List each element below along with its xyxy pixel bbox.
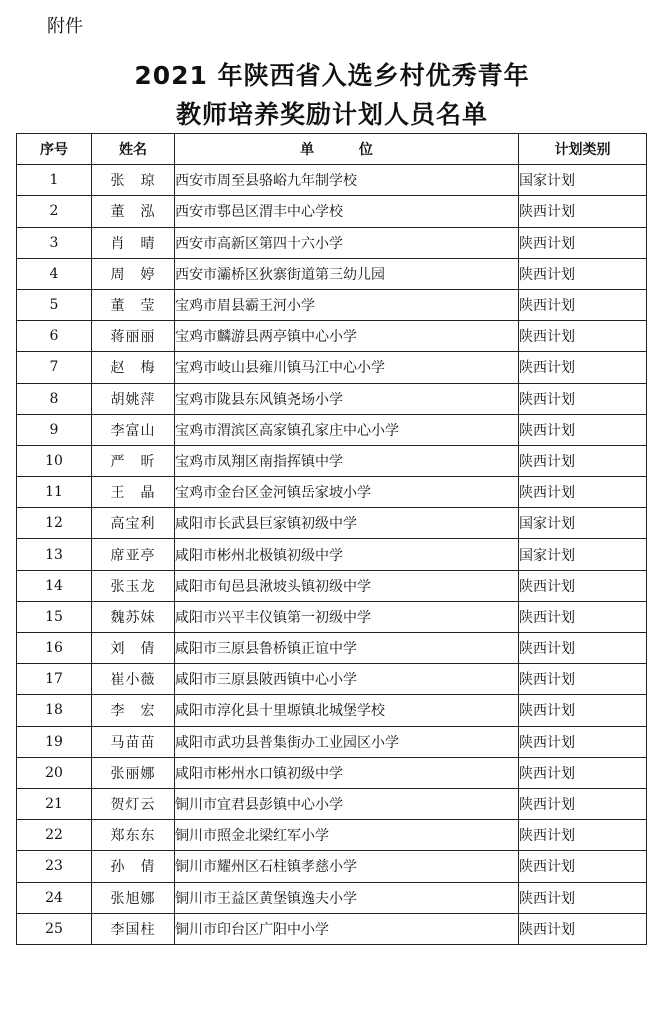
row-name: 张丽娜 — [92, 757, 175, 788]
row-unit: 宝鸡市陇县东风镇尧场小学 — [175, 383, 519, 414]
table-row — [17, 820, 647, 851]
table-row — [17, 445, 647, 476]
row-name: 李富山 — [92, 414, 175, 445]
row-unit: 西安市高新区第四十六小学 — [175, 227, 519, 258]
row-plan: 陕西计划 — [519, 757, 647, 788]
row-unit: 咸阳市彬州水口镇初级中学 — [175, 757, 519, 788]
row-number: 13 — [17, 539, 92, 570]
header-name: 姓名 — [92, 134, 175, 165]
table-row — [17, 570, 647, 601]
row-name: 贺灯云 — [92, 788, 175, 819]
table-row — [17, 414, 647, 445]
row-name: 李国柱 — [92, 913, 175, 944]
row-name: 周 婷 — [92, 258, 175, 289]
row-number: 24 — [17, 882, 92, 913]
row-plan: 陕西计划 — [519, 726, 647, 757]
row-number: 14 — [17, 570, 92, 601]
table-row — [17, 633, 647, 664]
row-number: 16 — [17, 633, 92, 664]
table-row — [17, 539, 647, 570]
row-plan: 陕西计划 — [519, 695, 647, 726]
attachment-label: 附件 — [47, 16, 83, 37]
table-row — [17, 477, 647, 508]
row-number: 19 — [17, 726, 92, 757]
row-number: 12 — [17, 508, 92, 539]
row-number: 6 — [17, 321, 92, 352]
row-name: 王 晶 — [92, 477, 175, 508]
row-unit: 铜川市照金北梁红军小学 — [175, 820, 519, 851]
row-name: 孙 倩 — [92, 851, 175, 882]
row-number: 20 — [17, 757, 92, 788]
row-name: 张 琼 — [92, 165, 175, 196]
row-number: 18 — [17, 695, 92, 726]
row-number: 25 — [17, 913, 92, 944]
row-unit: 铜川市宜君县彭镇中心小学 — [175, 788, 519, 819]
row-plan: 国家计划 — [519, 539, 647, 570]
row-unit: 宝鸡市麟游县两亭镇中心小学 — [175, 321, 519, 352]
row-unit: 西安市灞桥区狄寨街道第三幼儿园 — [175, 258, 519, 289]
row-number: 8 — [17, 383, 92, 414]
row-number: 21 — [17, 788, 92, 819]
row-name: 李 宏 — [92, 695, 175, 726]
table-row — [17, 352, 647, 383]
row-number: 15 — [17, 601, 92, 632]
row-number: 1 — [17, 165, 92, 196]
row-plan: 陕西计划 — [519, 383, 647, 414]
table-header-row — [17, 134, 647, 165]
document-title-line-1: 2021 年陕西省入选乡村优秀青年 — [134, 61, 530, 90]
row-name: 赵 梅 — [92, 352, 175, 383]
row-plan: 陕西计划 — [519, 321, 647, 352]
row-plan: 陕西计划 — [519, 820, 647, 851]
row-unit: 咸阳市武功县普集街办工业园区小学 — [175, 726, 519, 757]
row-plan: 陕西计划 — [519, 851, 647, 882]
table-row — [17, 695, 647, 726]
row-unit: 西安市周至县骆峪九年制学校 — [175, 165, 519, 196]
row-plan: 陕西计划 — [519, 788, 647, 819]
table-row — [17, 726, 647, 757]
table-row — [17, 601, 647, 632]
teacher-roster-table — [16, 133, 647, 945]
row-unit: 咸阳市三原县鲁桥镇正谊中学 — [175, 633, 519, 664]
document-title-line-2: 教师培养奖励计划人员名单 — [175, 100, 488, 129]
row-name: 董 莹 — [92, 289, 175, 320]
row-name: 张旭娜 — [92, 882, 175, 913]
row-name: 董 泓 — [92, 196, 175, 227]
row-name: 肖 晴 — [92, 227, 175, 258]
table-body — [17, 165, 647, 945]
row-plan: 陕西计划 — [519, 570, 647, 601]
row-unit: 咸阳市长武县巨家镇初级中学 — [175, 508, 519, 539]
row-plan: 陕西计划 — [519, 414, 647, 445]
row-name: 严 昕 — [92, 445, 175, 476]
row-unit: 铜川市耀州区石柱镇孝慈小学 — [175, 851, 519, 882]
row-plan: 陕西计划 — [519, 477, 647, 508]
table-row — [17, 383, 647, 414]
table-row — [17, 882, 647, 913]
row-name: 张玉龙 — [92, 570, 175, 601]
row-unit: 宝鸡市凤翔区南指挥镇中学 — [175, 445, 519, 476]
row-plan: 陕西计划 — [519, 352, 647, 383]
row-unit: 西安市鄠邑区渭丰中心学校 — [175, 196, 519, 227]
table-row — [17, 788, 647, 819]
row-number: 9 — [17, 414, 92, 445]
table-row — [17, 508, 647, 539]
row-unit: 咸阳市淳化县十里塬镇北城堡学校 — [175, 695, 519, 726]
table-row — [17, 321, 647, 352]
table-row — [17, 258, 647, 289]
row-number: 10 — [17, 445, 92, 476]
header-plan: 计划类别 — [519, 134, 647, 165]
row-name: 刘 倩 — [92, 633, 175, 664]
row-unit: 咸阳市兴平丰仪镇第一初级中学 — [175, 601, 519, 632]
row-number: 3 — [17, 227, 92, 258]
table-row — [17, 165, 647, 196]
table-row — [17, 196, 647, 227]
row-plan: 陕西计划 — [519, 258, 647, 289]
row-name: 郑东东 — [92, 820, 175, 851]
table-row — [17, 851, 647, 882]
row-unit: 咸阳市三原县陂西镇中心小学 — [175, 664, 519, 695]
row-plan: 陕西计划 — [519, 445, 647, 476]
row-plan: 陕西计划 — [519, 664, 647, 695]
row-name: 席亚亭 — [92, 539, 175, 570]
row-unit: 咸阳市彬州北极镇初级中学 — [175, 539, 519, 570]
row-unit: 宝鸡市金台区金河镇岳家坡小学 — [175, 477, 519, 508]
row-plan: 陕西计划 — [519, 227, 647, 258]
row-plan: 陕西计划 — [519, 633, 647, 664]
row-plan: 国家计划 — [519, 165, 647, 196]
row-number: 2 — [17, 196, 92, 227]
row-plan: 陕西计划 — [519, 601, 647, 632]
row-unit: 宝鸡市渭滨区高家镇孔家庄中心小学 — [175, 414, 519, 445]
row-name: 高宝利 — [92, 508, 175, 539]
row-name: 马苗苗 — [92, 726, 175, 757]
table-row — [17, 227, 647, 258]
row-unit: 铜川市印台区广阳中小学 — [175, 913, 519, 944]
row-name: 崔小薇 — [92, 664, 175, 695]
row-plan: 陕西计划 — [519, 882, 647, 913]
row-plan: 陕西计划 — [519, 196, 647, 227]
row-name: 蒋丽丽 — [92, 321, 175, 352]
row-number: 7 — [17, 352, 92, 383]
row-number: 11 — [17, 477, 92, 508]
row-unit: 宝鸡市眉县霸王河小学 — [175, 289, 519, 320]
table-row — [17, 757, 647, 788]
table-row — [17, 664, 647, 695]
row-number: 5 — [17, 289, 92, 320]
table-row — [17, 913, 647, 944]
row-number: 17 — [17, 664, 92, 695]
row-number: 4 — [17, 258, 92, 289]
row-unit: 咸阳市旬邑县湫坡头镇初级中学 — [175, 570, 519, 601]
row-name: 魏苏妹 — [92, 601, 175, 632]
row-plan: 国家计划 — [519, 508, 647, 539]
row-plan: 陕西计划 — [519, 289, 647, 320]
row-unit: 铜川市王益区黄堡镇逸夫小学 — [175, 882, 519, 913]
row-name: 胡姚萍 — [92, 383, 175, 414]
header-unit: 单 位 — [175, 134, 519, 165]
row-plan: 陕西计划 — [519, 913, 647, 944]
header-no: 序号 — [17, 134, 92, 165]
table-row — [17, 289, 647, 320]
row-unit: 宝鸡市岐山县雍川镇马江中心小学 — [175, 352, 519, 383]
row-number: 23 — [17, 851, 92, 882]
row-number: 22 — [17, 820, 92, 851]
